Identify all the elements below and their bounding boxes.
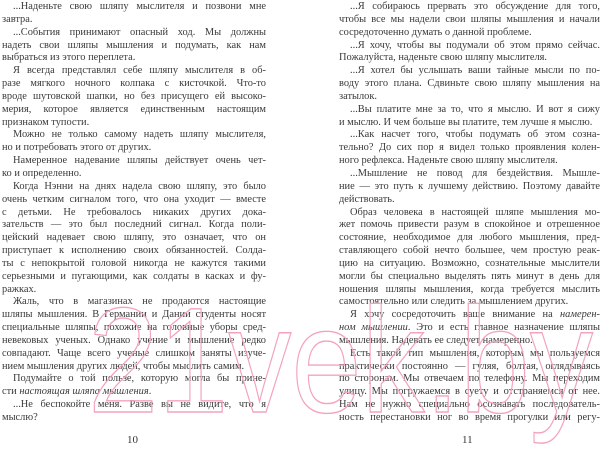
text-segment: ...Вы платите мне за то, что я мыслю. И вот я сижу [350, 103, 600, 115]
text-line [2, 194, 266, 207]
text-segment: Пожалуйста, наденьте свою шляпу мыслителя. [339, 52, 548, 64]
text-line [2, 373, 266, 386]
text-line [2, 181, 266, 194]
text-segment: ношения шляпы мышления, когда требуется мыслить [339, 283, 600, 295]
text-line [339, 14, 600, 27]
text-segment: чтобы все мы надели свои шляпы мышления и начали [339, 13, 600, 25]
text-line [2, 232, 266, 245]
text-segment: сти [2, 386, 20, 398]
text-segment: ставляющего собой нечто большее, чем простую реак- [339, 245, 600, 257]
text-line [2, 104, 266, 117]
text-line [2, 271, 266, 284]
text-line [339, 52, 600, 65]
text-line [339, 117, 600, 130]
text-line [2, 40, 266, 53]
text-line [2, 412, 266, 425]
text-segment: улицу. Мы погружаемся в суету и отстраняемся от нее. [339, 386, 600, 398]
text-segment: признаком тупости. [2, 116, 90, 128]
text-segment: Есть такой тип мышления, которым мы пользуемся [350, 347, 600, 359]
text-segment: Жаль, что в магазинах не продаются настоящие [13, 296, 266, 308]
text-line [2, 91, 266, 104]
text-line [339, 322, 600, 335]
text-line [339, 194, 600, 207]
text-line [339, 168, 600, 181]
text-segment: ...Я собираюсь прервать это обсуждение для того, [350, 1, 600, 12]
text-segment: ражках. [2, 283, 37, 295]
text-line [339, 104, 600, 117]
text-segment: Можно не только самому надеть шляпу мыслителя, [13, 129, 266, 141]
text-segment: ...Я хочу, чтобы вы подумали об этом прямо сейчас. [350, 39, 600, 51]
text-segment: могли бы специально выделять пять минут в день для [339, 270, 600, 282]
italic-text-segment: ном мышлении [339, 322, 408, 334]
text-line [2, 386, 266, 399]
text-line [2, 399, 266, 412]
text-line [339, 361, 600, 374]
text-line [339, 258, 600, 271]
text-segment: мыслю? [2, 412, 38, 423]
text-segment: но и потребовать этого от других. [2, 142, 152, 154]
text-segment: жет помочь привести разум в спокойное и отрешенное [339, 219, 600, 231]
text-line [339, 40, 600, 53]
page-number-right: 11 [462, 434, 473, 446]
text-segment: очень четким сигналом того, что она уходит — вместе [2, 193, 266, 205]
text-segment: Когда Нэнни на днях надела свою шляпу, это было [13, 180, 266, 192]
text-line [339, 219, 600, 232]
text-segment: серьезными и пугающими, как солдаты в касках и фу- [2, 270, 266, 282]
text-line [339, 91, 600, 104]
text-segment: практически постоянно — гуляя, болтая, оглядываясь [339, 360, 600, 372]
text-segment: вроде шутовской шапки, но без присущего ей высоко- [2, 90, 266, 102]
text-line [2, 348, 266, 361]
text-line [339, 271, 600, 284]
text-line [339, 155, 600, 168]
text-line [339, 27, 600, 40]
text-segment: воду этого плана. Сдвиньте свою шляпу мышления на [339, 78, 600, 90]
text-segment: ...Не беспокойте меня. Разве вы не видите, что я [13, 399, 266, 411]
text-segment: Образ человека в настоящей шляпе мышления мо- [350, 206, 600, 218]
text-segment: цейский надевает свою шляпу, это означает, что он [2, 232, 266, 244]
text-line [339, 181, 600, 194]
text-segment: специальные шляпы, похожие на головные уборы сред- [2, 322, 266, 334]
text-line [2, 14, 266, 27]
text-line [339, 65, 600, 78]
text-line [339, 1, 600, 14]
text-line [2, 117, 266, 130]
text-segment: сосредоточенно думать о данной проблеме. [339, 26, 532, 38]
text-line [339, 399, 600, 412]
text-segment: цию на ситуацию. Возможно, сознательные мыслители [339, 257, 600, 269]
text-line [339, 129, 600, 142]
text-line [2, 335, 266, 348]
text-segment: ты с непокрытой головой никогда не кажутся такими [2, 257, 266, 269]
text-segment: действовать. [339, 193, 395, 205]
text-segment: самостоятельно или следить за мышлением других. [339, 296, 569, 308]
text-segment: состояние, необходимое для любого мышления, пред- [339, 232, 600, 244]
text-line [339, 142, 600, 155]
text-segment: Я хочу сосредоточить ваше внимание на [350, 309, 560, 321]
text-segment: ность перестановки ног во время прогулки или регу- [339, 412, 600, 423]
text-segment: ...Я хотел бы услышать ваши тайные мысли по по- [350, 65, 600, 77]
text-segment: . [148, 386, 152, 398]
text-segment: Я всегда представлял себе шляпу мыслителя в об- [13, 65, 266, 77]
text-line [2, 155, 266, 168]
text-line [2, 284, 266, 297]
text-line [339, 232, 600, 245]
text-segment: нием мышления других людей, чтобы мыслить самим. [2, 360, 245, 372]
text-segment: по сторонам. Мы отвечаем по телефону. Мы переходим [339, 373, 600, 385]
text-line [2, 1, 266, 14]
text-segment: мерия, которое является единственным настоящим [2, 103, 266, 115]
text-line [2, 258, 266, 271]
text-segment: ...Как насчет того, чтобы подумать об этом созна- [350, 129, 600, 141]
text-line [2, 309, 266, 322]
text-line [2, 27, 266, 40]
text-segment: ние — это путь к лучшему действию. Поэтому давайте [339, 180, 600, 192]
italic-text-segment: намерен- [559, 309, 600, 321]
text-segment: ного рефлекса. Наденьте свою шляпу мыслителя. [339, 155, 558, 167]
text-line [2, 322, 266, 335]
right-page-text [339, 1, 600, 425]
text-line [2, 219, 266, 232]
italic-text-segment: настоящая шляпа мышления [19, 386, 149, 398]
text-segment: Подумайте о той пользе, которую могла бы прине- [13, 373, 266, 385]
text-segment: тельно? До сих пор я видел только проявления колен- [339, 142, 600, 154]
text-line [2, 361, 266, 374]
text-segment: ко и определенно. [2, 167, 82, 179]
text-segment: шляпы мышления. В Германии и Дании студенты носят [2, 309, 266, 321]
text-segment: надеть свои шляпы мышления и подумать, как нам [2, 39, 266, 51]
text-segment: выбраться из этого переплета. [2, 52, 136, 64]
text-line [339, 245, 600, 258]
text-segment: ...Мышление не повод для бездействия. Мышле- [350, 167, 600, 179]
text-line [339, 284, 600, 297]
text-line [2, 168, 266, 181]
text-segment: разе мягкого ночного колпака с кисточкой. Что-то [2, 78, 266, 90]
text-line [2, 52, 266, 65]
text-line [339, 373, 600, 386]
text-segment: невековых ученых. Однако учение и мышление редко [2, 334, 266, 346]
text-segment: ...События принимают опасный ход. Мы должны [13, 26, 266, 38]
text-segment: Нам не нужно специально осознавать последователь- [339, 399, 600, 411]
text-segment: ...Наденьте свою шляпу мыслителя и позвони мне [13, 1, 266, 12]
text-line [2, 207, 266, 220]
text-segment: зательств — это был последний сигнал. Когда поли- [2, 219, 266, 231]
text-segment: и мыслю. И чем больше вы платите, тем лучше я мыслю. [339, 116, 593, 128]
text-line [339, 78, 600, 91]
text-segment: приступает к исполнению своих обязанностей. Солда- [2, 245, 266, 257]
text-line [2, 245, 266, 258]
text-segment: затылок. [339, 90, 377, 102]
text-line [2, 296, 266, 309]
text-line [2, 65, 266, 78]
text-line [339, 412, 600, 425]
text-line [339, 386, 600, 399]
text-line [339, 348, 600, 361]
svg-text:21vek.by: 21vek.by [88, 276, 593, 444]
text-segment: . Это и есть главное назначение шляпы [407, 322, 600, 334]
left-page-text [2, 1, 266, 425]
text-segment: Намеренное надевание шляпы действует очень чет- [13, 155, 266, 167]
text-segment: с детьми. Не требовалось никаких других дока- [2, 206, 266, 218]
text-line [2, 78, 266, 91]
page-number-left: 10 [127, 434, 138, 446]
text-line [339, 207, 600, 220]
text-line [339, 296, 600, 309]
text-line [339, 309, 600, 322]
text-line [2, 142, 266, 155]
text-segment: завтра. [2, 13, 33, 25]
text-segment: совпадают. Чаще всего ученые слишком заняты изуче- [2, 347, 266, 359]
text-line [2, 129, 266, 142]
text-line [339, 335, 600, 348]
text-segment: мышления. Надевать ее следует намеренно. [339, 334, 533, 346]
